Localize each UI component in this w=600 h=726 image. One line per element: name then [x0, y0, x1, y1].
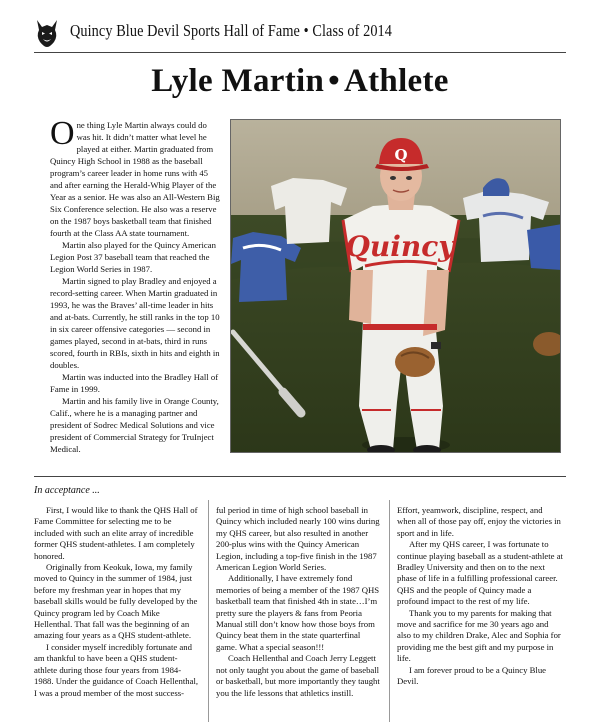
acceptance-column-2: [216, 505, 382, 721]
cap-letter: Q: [394, 146, 408, 164]
jersey-script: Quincy: [345, 230, 455, 263]
acceptance-paragraph: Additionally, I have extremely fond memories of being a member of the 1987 QHS basketball team that finished 4th in state…I’m pretty sure the players & fans from Peoria Manual still don’t know how those boys from Quincy beat them in the state quarterfinal game. What a special season!!!: [216, 573, 380, 652]
acceptance-paragraph: Coach Hellenthal and Coach Jerry Leggett not only taught you about the game of baseball or basketball, but more importantly they taught you the life lessons that athletics instill.: [216, 653, 380, 698]
athlete-photo-illustration: [231, 120, 561, 453]
acceptance-paragraph: ful period in time of high school baseball in Quincy which included nearly 100 wins during my QHS career, but also resulted in another 200-plus wins with the Quincy American Legion, including a top-five finish in the 1987 American Legion World Series.: [216, 505, 380, 573]
bio-paragraph: Martin and his family live in Orange County, Calif., where he is a managing partner and president of Sodrec Medical Solutions and vice president of Commercial Strategy for TruInject Medical.: [50, 396, 219, 454]
acceptance-paragraph: First, I would like to thank the QHS Hall of Fame Committee for selecting me to be included with such an elite array of incredible former QHS student-athletes. I am completely honored.: [34, 505, 198, 561]
acceptance-paragraph: Thank you to my parents for making that move and sacrifice for me 30 years ago and also to my children Drake, Alec and Sophia for providing me the best gift and my purpose in life.: [397, 607, 561, 664]
article-title: [0, 63, 600, 100]
bio-paragraph: Martin was inducted into the Bradley Hall of Fame in 1999.: [50, 372, 219, 394]
header-divider: [34, 52, 566, 53]
bio-paragraph: [50, 115, 220, 239]
page-header: [34, 18, 566, 52]
acceptance-paragraph: Effort, yeamwork, discipline, respect, and when all of those pay off, enjoy the victories in sport and in life.: [397, 505, 561, 538]
acceptance-paragraph: I consider myself incredibly fortunate and am thankful to have been a QHS student-athlete during those four years from 1984-1988. Under the guidance of Coach Hellenthal, I was a proud member of the most success-: [34, 641, 199, 698]
drop-cap: O: [50, 115, 75, 152]
acceptance-paragraph: Originally from Keokuk, Iowa, my family moved to Quincy in the summer of 1984, just before my freshman year in hopes that my baseball skills would be fully developed by the Quincy program led by Coach Mike Hellenthal. That fall was the beginning of an amazing four years as a QHS student-athlete.: [34, 562, 198, 641]
blue-devil-logo-icon: [34, 18, 60, 48]
acceptance-heading: In acceptance ...: [34, 485, 100, 496]
acceptance-paragraph: After my QHS career, I was fortunate to continue playing baseball as a student-athlete at Bradley University and then on to the next phase of life in a fulfilling professional career. QHS and the people of Quincy made a profound impact to the rest of my life.: [397, 539, 563, 607]
article-title-name: Lyle Martin: [151, 63, 325, 99]
bio-paragraph-text: ne thing Lyle Martin always could do was hit. It didn’t matter what level he played at either. Martin graduated from Quincy High School in 1988 as the baseball program’s career leader in home runs with 45 and after earning the Herald-Whig Player of the Year as a senior. He was also an All-Western Big Six Conference selection. He also was a reserve on the 1987 boys basketball team that finished fourth at the Class AA state tournament.: [50, 120, 220, 238]
acceptance-column-1: [34, 505, 200, 721]
bio-paragraph: Martin signed to play Bradley and enjoyed a record-setting career. When Martin graduated in 1993, he was the Braves’ all-time leader in hits and at-bats. Currently, he still ranks in the top 10 in six career offensive categories — second in games played, second in at-bats, third in runs scored, fourth in RBIs, sixth in hits and eighth in doubles.: [50, 276, 220, 370]
bio-paragraph: Martin also played for the Quincy American Legion Post 37 baseball team that reached the Legion World Series in 1987.: [50, 240, 216, 274]
acceptance-column-3: [397, 505, 563, 721]
article-title-role: Athlete: [344, 63, 449, 99]
acceptance-paragraph: I am forever proud to be a Quincy Blue Devil.: [397, 664, 547, 687]
column-rule: [389, 500, 390, 722]
athlete-photo: [230, 119, 561, 453]
article-title-separator: •: [328, 63, 340, 99]
section-divider: [34, 476, 566, 477]
bio-column: [50, 115, 220, 455]
header-title: Quincy Blue Devil Sports Hall of Fame • Class of 2014: [70, 21, 392, 40]
column-rule: [208, 500, 209, 722]
